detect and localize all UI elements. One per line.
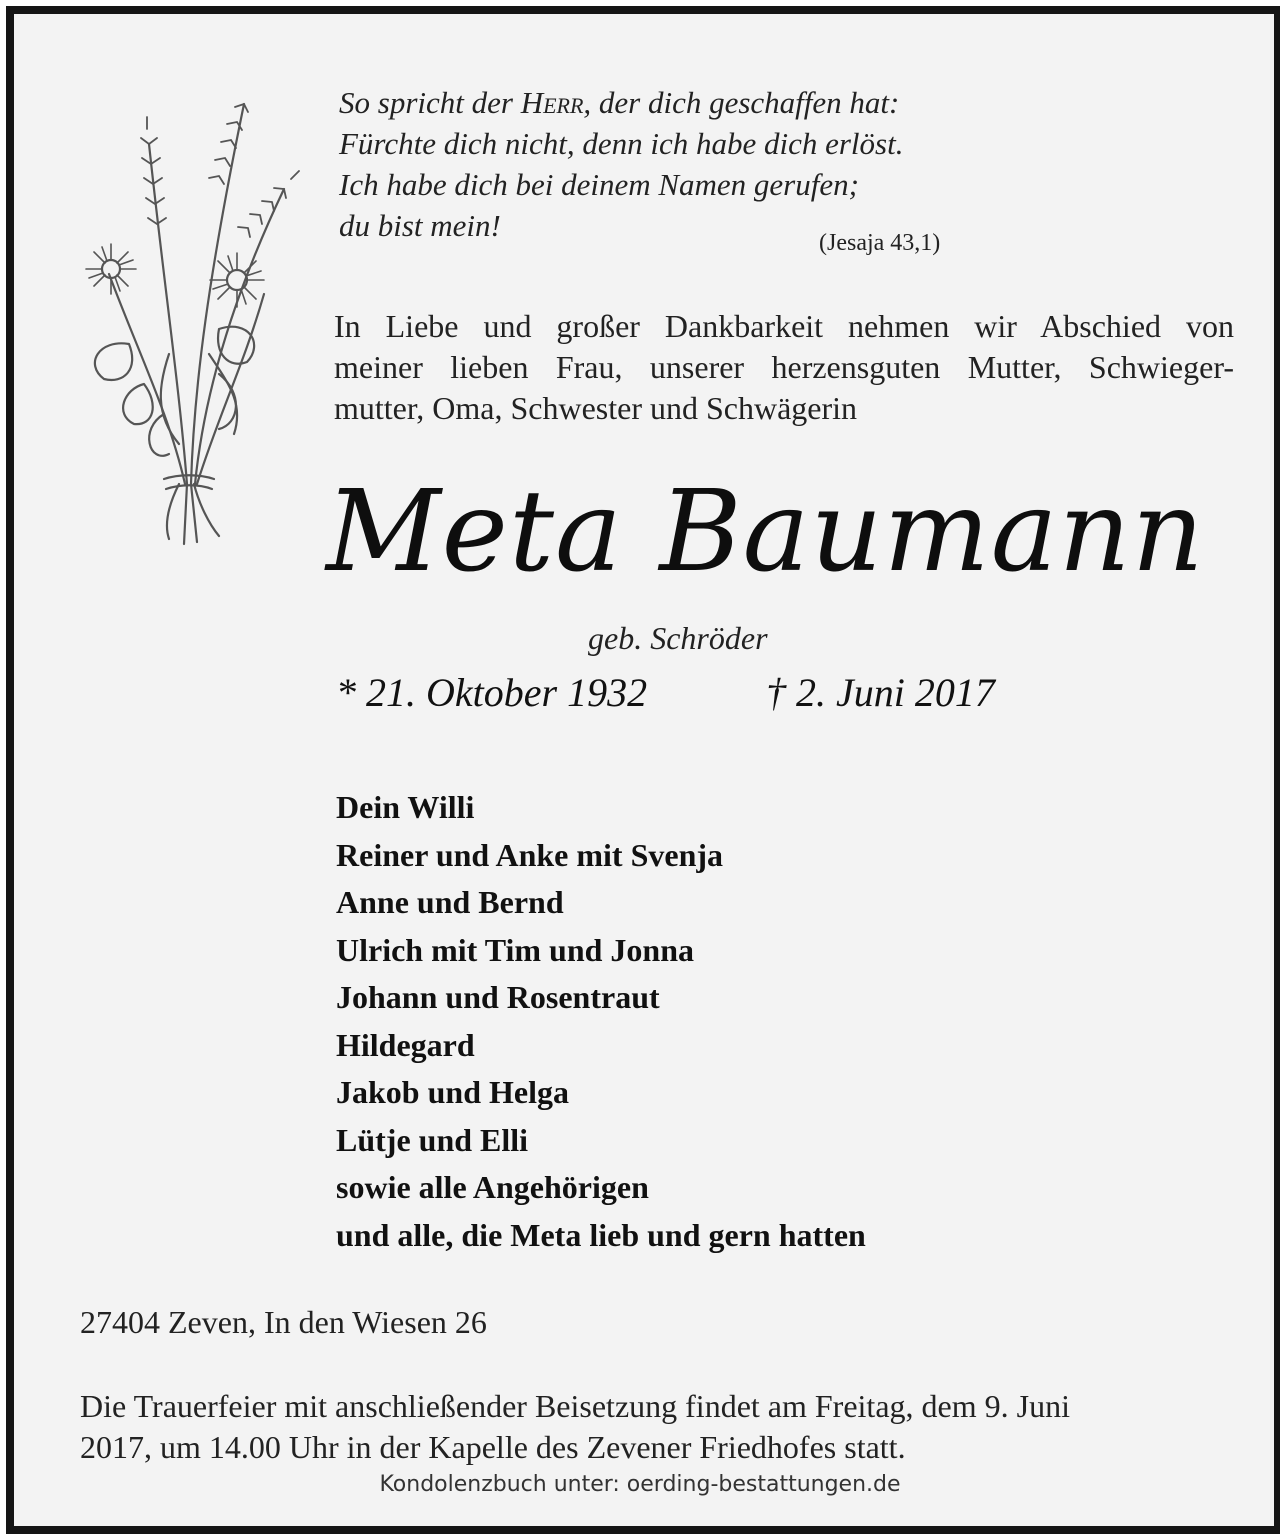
mourner-line: Dein Willi xyxy=(336,789,475,825)
family-address: 27404 Zeven, In den Wiesen 26 xyxy=(80,1304,487,1340)
mourner-line: Reiner und Anke mit Svenja xyxy=(336,836,724,873)
intro-line-2: meiner lieben Frau, unserer herzensguten Mutter, Schwieger- xyxy=(334,349,1234,385)
maiden-name: geb. Schröder xyxy=(588,620,768,656)
mourner-line: Anne und Bernd xyxy=(336,884,564,920)
mourner-line: Lütje und Elli xyxy=(336,1121,529,1158)
condolence-book-link[interactable]: Kondolenzbuch unter: oerding-bestattungen.de xyxy=(379,1472,901,1497)
death-date: † 2. Juni 2017 xyxy=(766,670,995,715)
mourner-line: sowie alle Angehörigen xyxy=(336,1169,649,1205)
verse-citation: (Jesaja 43,1) xyxy=(819,230,941,256)
birth-date: * 21. Oktober 1932 xyxy=(336,670,648,715)
mourner-line: Hildegard xyxy=(336,1026,475,1063)
mourners-list xyxy=(336,784,1236,1259)
farewell-intro xyxy=(334,306,1234,429)
mourner-line: und alle, die Meta lieb und gern hatten xyxy=(336,1216,866,1253)
deceased-name: Meta Baumann xyxy=(326,467,1205,597)
obituary-content xyxy=(14,14,1274,1526)
verse-line-3: Ich habe dich bei deinem Namen gerufen; xyxy=(339,167,859,202)
verse-line-2: Fürchte dich nicht, denn ich habe dich erlöst. xyxy=(339,126,904,161)
mourner-line: Jakob und Helga xyxy=(336,1074,569,1110)
verse-herr: Herr xyxy=(520,85,584,120)
mourner-line: Ulrich mit Tim und Jonna xyxy=(336,931,695,968)
life-dates xyxy=(336,668,1056,718)
ceremony-line-1: Die Trauerfeier mit anschließender Beisetzung findet am Freitag, dem 9. Juni xyxy=(80,1388,1070,1424)
bible-verse xyxy=(339,82,1239,246)
ceremony-line-2: 2017, um 14.00 Uhr in der Kapelle des Zevener Friedhofes statt. xyxy=(80,1429,906,1465)
funeral-ceremony-notice xyxy=(80,1386,1240,1468)
intro-line-3: mutter, Oma, Schwester und Schwägerin xyxy=(334,390,858,426)
mourner-line: Johann und Rosentraut xyxy=(336,979,660,1015)
obituary-frame xyxy=(6,6,1280,1534)
verse-line-4: du bist mein! xyxy=(339,208,501,243)
bouquet-illustration-icon xyxy=(69,84,319,554)
verse-line-1: So spricht der Herr, der dich geschaffen hat: xyxy=(339,85,900,120)
intro-line-1: In Liebe und großer Dankbarkeit nehmen wir Abschied von xyxy=(334,308,1234,344)
